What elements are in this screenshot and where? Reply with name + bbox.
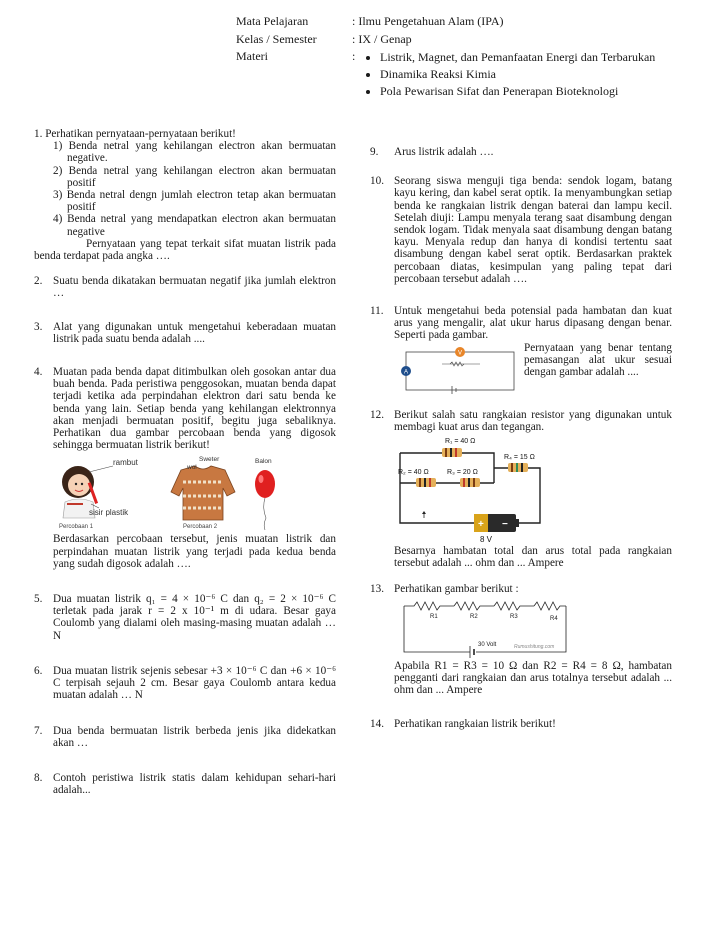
r1-label: R₁ = 40 Ω — [445, 438, 476, 446]
materi-item: • Listrik, Magnet, dan Pemanfaatan Energi dan Terbarukan — [380, 51, 657, 64]
sweater-illustration — [171, 466, 235, 520]
r2-label: R₂ = 40 Ω — [398, 469, 429, 477]
q5-number: 5. — [34, 593, 43, 606]
q1-stem: Perhatikan pernyataan-pernyataan berikut! — [45, 128, 236, 140]
q4-number: 4. — [34, 366, 43, 379]
caption-percobaan-2: Percobaan 2 — [183, 524, 218, 531]
q6-number: 6. — [34, 664, 43, 677]
q8-text: Contoh peristiwa listrik statis dalam kehidupan sehari-hari adalah... — [53, 771, 336, 797]
question-13 — [370, 583, 672, 696]
q12-number: 12. — [370, 408, 384, 421]
q11-number: 11. — [370, 305, 384, 318]
q1-statement-1: 1) Benda netral yang kehilangan electron akan bermuatan negative. — [53, 140, 336, 165]
q11-text: Untuk mengetahui beda potensial pada hambatan dan kuat arus yang mengalir, alat ukur harus dipasang dengan benar. Seperti pada gambar. — [394, 305, 672, 342]
ammeter-label: A — [403, 369, 409, 376]
battery-minus: − — [502, 519, 508, 531]
q7-text: Dua benda bermuatan listrik berbeda jenis jika didekatkan akan … — [53, 724, 336, 749]
subject-value: : Ilmu Pengetahuan Alam (IPA) — [352, 14, 504, 28]
r2-label: R2 — [470, 613, 478, 620]
question-12 — [370, 409, 672, 570]
materi-label: Materi — [236, 49, 268, 63]
class-value: : IX / Genap — [352, 32, 412, 46]
q4-question: Berdasarkan percobaan tersebut, jenis muatan listrik dan perpindahan muatan listrik yang terjadi pada kedua benda yang sudah digosok adalah …. — [53, 533, 336, 570]
materi-colon: : — [352, 49, 356, 63]
label-sisir: sisir plastik — [89, 508, 129, 518]
question-3 — [34, 321, 336, 345]
question-10 — [370, 175, 672, 285]
question-4 — [34, 366, 336, 570]
q13-text: Perhatikan gambar berikut : — [394, 583, 519, 596]
label-wol: wol — [187, 464, 197, 472]
label-balon: Balon — [255, 458, 272, 466]
q1-statement-2: 2) Benda netral yang kehilangan electron akan bermuatan positif — [53, 164, 336, 189]
q14-text: Perhatikan rangkaian listrik berikut! — [394, 718, 556, 731]
q11-meter-circuit — [394, 342, 522, 400]
q12-text: Berikut salah satu rangkaian resistor yang digunakan untuk membagi kuat arus dan tegangan. — [394, 408, 672, 433]
question-5 — [34, 593, 336, 642]
materi-list — [362, 51, 657, 102]
question-2 — [34, 275, 336, 299]
caption-percobaan-1: Percobaan 1 — [59, 524, 94, 531]
watermark: Rumushitung.com — [514, 643, 555, 650]
question-14 — [370, 718, 672, 730]
q12-question: Besarnya hambatan total dan arus total pada rangkaian tersebut adalah ... ohm dan ... Ampere — [394, 545, 672, 570]
battery-plus: + — [478, 519, 484, 531]
r3-label: R₃ = 20 Ω — [447, 469, 478, 477]
q12-resistor-circuit — [394, 435, 574, 543]
q7-number: 7. — [34, 724, 43, 737]
q4-text: Muatan pada benda dapat ditimbulkan oleh gosokan antar dua buah benda. Pada peristiwa penggosokan, muatan benda dapat terjadi ketika ada perpindahan elektron dari satu benda ke benda yang lain. Setiap benda yang kehilangan elektronnya akan menjadi bermuatan positif, begitu juga sebaliknya. Perhatikan dua gambar percobaan benda yang digosok sehingga bermuatan listrik berikut! — [53, 366, 336, 452]
right-column — [370, 146, 672, 730]
source-voltage: 30 Volt — [478, 641, 497, 648]
q1-number: 1. — [34, 128, 43, 140]
r4-label: R4 — [550, 615, 558, 622]
q6-text: Dua muatan listrik sejenis sebesar +3 × 10⁻⁶ C dan +6 × 10⁻⁶ C terpisah sejauh 2 cm. Besar gaya Coulomb antara kedua muatan adalah … N — [53, 664, 336, 702]
q2-text: Suatu benda dikatakan bermuatan negatif jika jumlah elektron … — [53, 275, 336, 300]
materi-item: • Dinamika Reaksi Kimia — [380, 68, 657, 81]
materi-item: • Pola Pewarisan Sifat dan Penerapan Bioteknologi — [380, 85, 657, 98]
class-label: Kelas / Semester — [236, 32, 317, 46]
label-sweter: Sweter — [199, 456, 220, 464]
q9-text: Arus listrik adalah …. — [394, 146, 494, 158]
q9-number: 9. — [370, 146, 379, 158]
question-8 — [34, 772, 336, 796]
q14-number: 14. — [370, 718, 384, 731]
q1-statement-4: 4) Benda netral yang mendapatkan electron akan bermuatan negative — [53, 213, 336, 238]
q10-text: Seorang siswa menguji tiga benda: sendok logam, batang kayu kering, dan kabel serat optik. Ia menyambungkan setiap benda ke rangkaian listrik dengan baterai dan lampu kecil. Setelah diuji: Lampu menyala terang saat disambung dengan sendok logam. Tidak menyala saat disambung dengan batang kayu. Menyala redup dan hanya di kondisi tertentu saat disambung dengan kabel serat optik. Berdasarkan praktek percobaan diatas, kesimpulan yang paling tepat dari percobaan tersebut adalah …. — [394, 175, 672, 285]
r3-label: R3 — [510, 613, 518, 620]
left-column — [34, 128, 336, 796]
balloon-illustration — [255, 470, 275, 530]
label-rambut: rambut — [113, 458, 138, 468]
q3-number: 3. — [34, 320, 43, 333]
q1-question: Pernyataan yang tepat terkait sifat muatan listrik pada benda terdapat pada angka …. — [34, 237, 336, 263]
subject-label: Mata Pelajaran — [236, 14, 309, 28]
q4-experiment-figure — [53, 452, 293, 532]
q13-number: 13. — [370, 583, 384, 596]
q3-text: Alat yang digunakan untuk mengetahui keberadaan muatan listrik pada suatu benda adalah .... — [53, 320, 336, 345]
question-1 — [34, 128, 336, 262]
q13-series-circuit — [394, 596, 574, 658]
voltmeter-label: V — [457, 350, 463, 357]
q11-statement: Pernyataan yang benar tentang pemasangan alat ukur sesuai dengan gambar adalah .... — [524, 341, 672, 379]
q2-number: 2. — [34, 275, 43, 288]
question-11 — [370, 305, 672, 400]
question-7 — [34, 725, 336, 749]
q13-question: Apabila R1 = R3 = 10 Ω dan R2 = R4 = 8 Ω, hambatan pengganti dari rangkaian dan arus totalnya tersebut adalah ... ohm dan ... Ampere — [394, 659, 672, 697]
question-6 — [34, 665, 336, 702]
question-9 — [370, 146, 672, 158]
q8-number: 8. — [34, 771, 43, 784]
battery-voltage: 8 V — [480, 535, 493, 544]
r4-label: R₄ = 15 Ω — [504, 454, 535, 462]
r1-label: R1 — [430, 613, 438, 620]
q1-statement-3: 3) Benda netral dengn jumlah electron tetap akan bermuatan positif — [53, 189, 336, 214]
q10-number: 10. — [370, 175, 384, 188]
q5-text: Dua muatan listrik q₁ = 4 × 10⁻⁶ C dan q₂ = 2 × 10⁻⁶ C terletak pada jarak r = 2 x 10⁻¹ m di udara. Besar gaya Coulomb yang dialami oleh masing-masing muatan adalah … N — [53, 593, 336, 642]
